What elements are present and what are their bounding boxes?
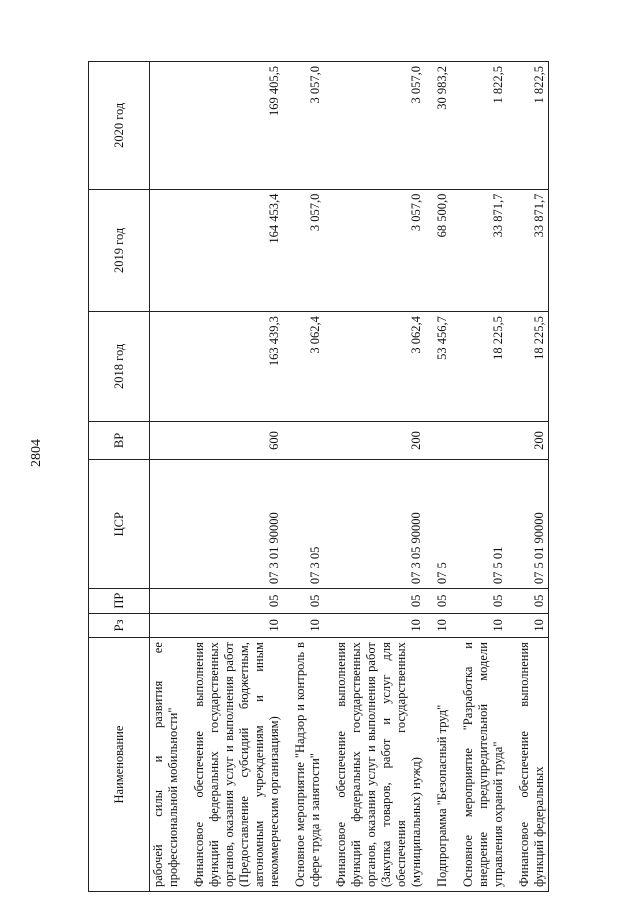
cell-2020: 3 057,0 <box>283 62 324 190</box>
cell-rz: 10 <box>451 613 507 637</box>
cell-name: рабочей силы и развития ее профессиональной мобильности" <box>150 638 183 892</box>
cell-csr: 07 5 01 <box>451 460 507 589</box>
header-rz: Рз <box>89 613 150 637</box>
cell-2019: 33 871,7 <box>451 189 507 311</box>
cell-2019: 3 057,0 <box>324 189 425 311</box>
cell-2019: 33 871,7 <box>507 189 549 311</box>
cell-2018: 3 062,4 <box>283 312 324 422</box>
cell-csr: 07 5 <box>425 460 451 589</box>
header-pr: ПР <box>89 589 150 613</box>
cell-name: Подпрограмма "Безопасный труд" <box>425 638 451 892</box>
header-csr: ЦСР <box>89 460 150 589</box>
table-row <box>283 62 324 892</box>
cell-name: Основное мероприятие "Надзор и контроль в сфере труда и занятости" <box>283 638 324 892</box>
cell-2018 <box>150 312 183 422</box>
cell-csr: 07 5 01 90000 <box>507 460 549 589</box>
cell-pr: 05 <box>451 589 507 613</box>
cell-name: Основное мероприятие "Разработка и внедрение предупредительной модели управления охраной труда" <box>451 638 507 892</box>
cell-vr: 200 <box>324 421 425 460</box>
cell-pr: 05 <box>283 589 324 613</box>
cell-vr: 600 <box>182 421 283 460</box>
cell-2018: 53 456,7 <box>425 312 451 422</box>
cell-rz: 10 <box>283 613 324 637</box>
cell-2020: 1 822,5 <box>507 62 549 190</box>
cell-pr: 05 <box>425 589 451 613</box>
budget-table <box>88 61 549 892</box>
cell-vr <box>283 421 324 460</box>
cell-2019: 68 500,0 <box>425 189 451 311</box>
cell-pr <box>150 589 183 613</box>
cell-rz: 10 <box>507 613 549 637</box>
rotated-page-content <box>88 61 598 892</box>
cell-rz: 10 <box>182 613 283 637</box>
cell-2019 <box>150 189 183 311</box>
cell-vr <box>425 421 451 460</box>
cell-rz <box>150 613 183 637</box>
cell-2019: 3 057,0 <box>283 189 324 311</box>
table-row <box>324 62 425 892</box>
cell-name: Финансовое обеспечение выполнения функций федеральных <box>507 638 549 892</box>
cell-2020 <box>150 62 183 190</box>
cell-2018: 18 225,5 <box>507 312 549 422</box>
page-number: 2804 <box>29 439 44 467</box>
cell-rz: 10 <box>324 613 425 637</box>
cell-csr: 07 3 05 90000 <box>324 460 425 589</box>
table-row <box>507 62 549 892</box>
header-2019: 2019 год <box>89 189 150 311</box>
cell-vr <box>150 421 183 460</box>
cell-2018: 3 062,4 <box>324 312 425 422</box>
cell-2020: 1 822,5 <box>451 62 507 190</box>
cell-vr <box>451 421 507 460</box>
table-row <box>150 62 183 892</box>
cell-csr <box>150 460 183 589</box>
table-row <box>425 62 451 892</box>
cell-name: Финансовое обеспечение выполнения функций федеральных государственных органов, оказания услуг и выполнения работ (Закупка товаров, работ и услуг для обеспечения государственных (муниципальных) нужд) <box>324 638 425 892</box>
table-row <box>182 62 283 892</box>
cell-2020: 169 405,5 <box>182 62 283 190</box>
cell-csr: 07 3 05 <box>283 460 324 589</box>
cell-rz: 10 <box>425 613 451 637</box>
cell-name: Финансовое обеспечение выполнения функций федеральных государственных органов, оказания услуг и выполнения работ (Предоставление субсидий бюджетным, автономным учреждениям и иным некоммерческим организациям) <box>182 638 283 892</box>
cell-csr: 07 3 01 90000 <box>182 460 283 589</box>
header-2020: 2020 год <box>89 62 150 190</box>
cell-2019: 164 453,4 <box>182 189 283 311</box>
header-2018: 2018 год <box>89 312 150 422</box>
cell-pr: 05 <box>324 589 425 613</box>
cell-2020: 30 983,2 <box>425 62 451 190</box>
table-header-row <box>89 62 150 892</box>
cell-pr: 05 <box>182 589 283 613</box>
budget-table-container <box>88 61 598 892</box>
cell-2018: 163 439,3 <box>182 312 283 422</box>
cell-pr: 05 <box>507 589 549 613</box>
header-name: Наименование <box>89 638 150 892</box>
cell-vr: 200 <box>507 421 549 460</box>
header-vr: ВР <box>89 421 150 460</box>
cell-2020: 3 057,0 <box>324 62 425 190</box>
cell-2018: 18 225,5 <box>451 312 507 422</box>
table-row <box>451 62 507 892</box>
